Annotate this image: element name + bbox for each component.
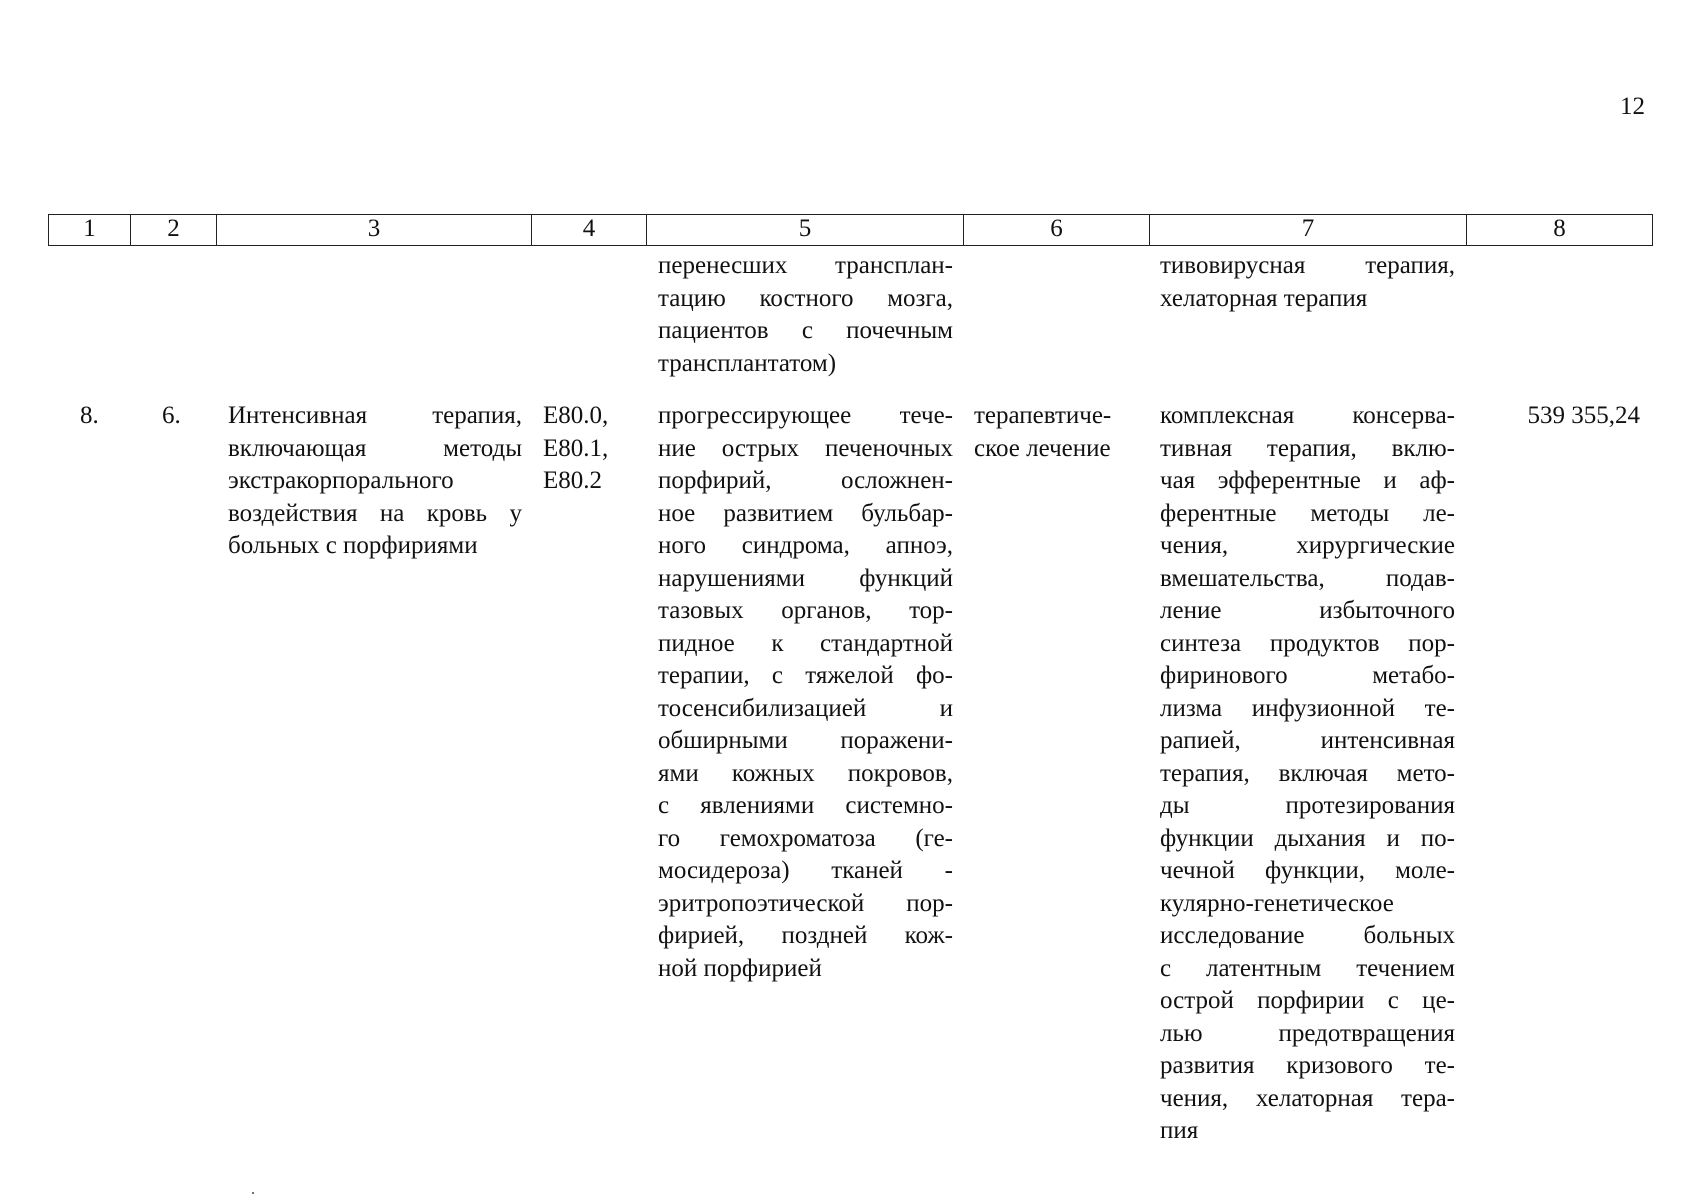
header-cell-8: 8 — [1466, 215, 1653, 245]
header-cell-4: 4 — [531, 215, 646, 245]
continuation-col5: перенесших трансплан- тацию костного мозга, пациентов с почечным трансплантатом) — [658, 252, 953, 377]
row-icd-codes: E80.0, E80.1, E80.2 — [543, 402, 609, 494]
header-cell-6: 6 — [963, 215, 1149, 245]
row-method-name: Интенсивная терапия, включающая методы экстракорпорального воздействия на кровь у больных с порфириями — [228, 402, 522, 559]
continuation-col7: тивовирусная терапия, хелаторная терапия — [1160, 252, 1455, 312]
header-cell-7: 7 — [1149, 215, 1466, 245]
table-header-row — [48, 214, 1653, 246]
row-subnumber: 6. — [162, 402, 181, 429]
header-cell-1: 1 — [48, 215, 130, 245]
row-treatment-method: комплексная консерва- тивная терапия, вклю- чая эфферентные и аф- ферентные методы ле- чения, хирургические вмешательства, подав- ление избыточного синтеза продуктов пор- фиринового метабо- лизма инфузионной те- рапией, интенсивная терапия, включая мето- ды протезирования функции дыхания и по- чечной функции, моле- кулярно-генетическое исследование больных с латентным течением острой порфирии с це- лью предотвращения развития кризового те- чения, хелаторная тера- пия — [1160, 402, 1455, 1144]
row-number: 8. — [80, 402, 99, 429]
row-cost: 539 355,24 — [1527, 402, 1640, 429]
row-patient-model: прогрессирующее тече- ние острых печеночных порфирий, осложнен- ное развитием бульбар- ного синдрома, апноэ, нарушениями функций тазовых органов, тор- пидное к стандартной терапии, с тяжелой фо- тосенсибилизацией и обширными поражени- ями кожных покровов, с явлениями системно- го гемохроматоза (ге- мосидероза) тканей - эритропоэтической пор- фирией, поздней кож- ной порфирией — [658, 402, 953, 982]
row-treatment-type: терапевтиче- ское лечение — [974, 402, 1112, 462]
header-cell-2: 2 — [130, 215, 216, 245]
page-number: 12 — [1620, 93, 1645, 120]
header-cell-5: 5 — [646, 215, 963, 245]
header-cell-3: 3 — [216, 215, 531, 245]
scan-speck — [252, 1192, 254, 1194]
